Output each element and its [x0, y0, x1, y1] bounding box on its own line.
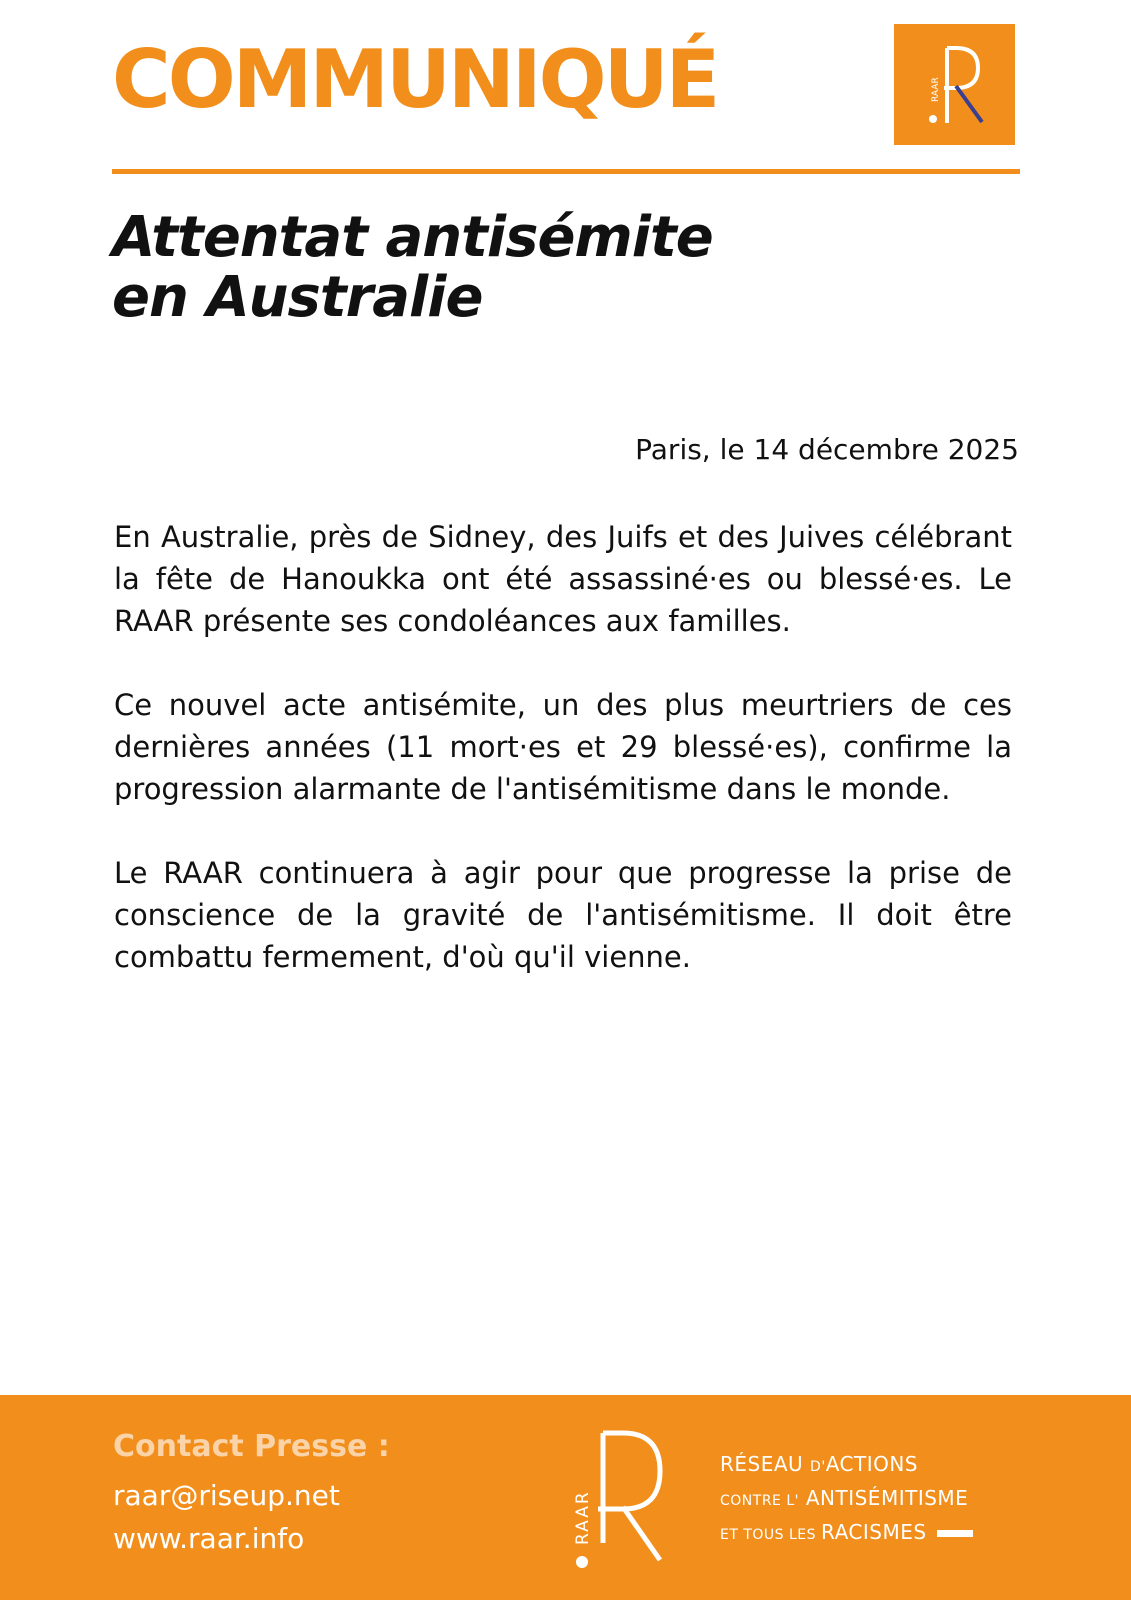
logo-r-leg: [956, 86, 982, 122]
dateline: Paris, le 14 décembre 2025: [635, 433, 1019, 466]
paragraph: Le RAAR continuera à agir pour que progresse la prise de conscience de la gravité de l'antisémitisme. Il doit être combattu fermement, d'où qu'il vienne.: [114, 856, 1012, 974]
raar-logo-text: RAAR: [931, 77, 941, 102]
org-name: [720, 1449, 973, 1551]
footer-logo-dot: [576, 1556, 588, 1568]
org-word: ET TOUS LES: [720, 1527, 821, 1543]
footer-logo-text: RAAR: [573, 1490, 593, 1545]
communique-heading: COMMUNIQUÉ: [112, 33, 718, 126]
org-word: ACTIONS: [825, 1452, 918, 1476]
org-word: CONTRE L': [720, 1493, 799, 1509]
org-name-line-3: [720, 1517, 973, 1551]
org-word: RÉSEAU: [720, 1452, 811, 1476]
footer: [0, 1395, 1131, 1600]
org-dash: [937, 1530, 973, 1537]
page-title: [112, 205, 713, 330]
org-word: D': [810, 1459, 826, 1475]
footer-logo-r-bowl: [598, 1433, 660, 1509]
paragraph: Ce nouvel acte antisémite, un des plus meurtriers de ces dernières années (11 mort·es et 29 blessé·es), confirme la progression alarmante de l'antisémitisme dans le monde.: [114, 688, 1012, 806]
body-text: [114, 516, 1012, 1020]
contact-website[interactable]: www.raar.info: [113, 1522, 305, 1555]
org-name-line-2: [720, 1483, 973, 1517]
org-word: RACISMES: [821, 1520, 927, 1544]
title-line-2: en Australie: [112, 265, 483, 330]
org-name-line-1: [720, 1449, 973, 1483]
org-word: ANTISÉMITISME: [799, 1486, 969, 1510]
footer-logo-mark: [568, 1425, 688, 1575]
raar-logo-mark: [894, 24, 1015, 145]
footer-logo-r-leg: [623, 1507, 660, 1560]
paragraph: En Australie, près de Sidney, des Juifs et des Juives célébrant la fête de Hanoukka ont été assassiné·es ou blessé·es. Le RAAR présente ses condoléances aux familles.: [114, 520, 1012, 638]
logo-r-bowl: [944, 48, 978, 88]
raar-logo: [894, 24, 1015, 145]
title-line-1: Attentat antisémite: [112, 205, 713, 270]
logo-dot: [929, 115, 937, 123]
contact-title: Contact Presse :: [113, 1429, 390, 1464]
header-divider: [112, 169, 1020, 174]
footer-logo: [568, 1425, 688, 1575]
contact-email[interactable]: raar@riseup.net: [113, 1479, 340, 1512]
